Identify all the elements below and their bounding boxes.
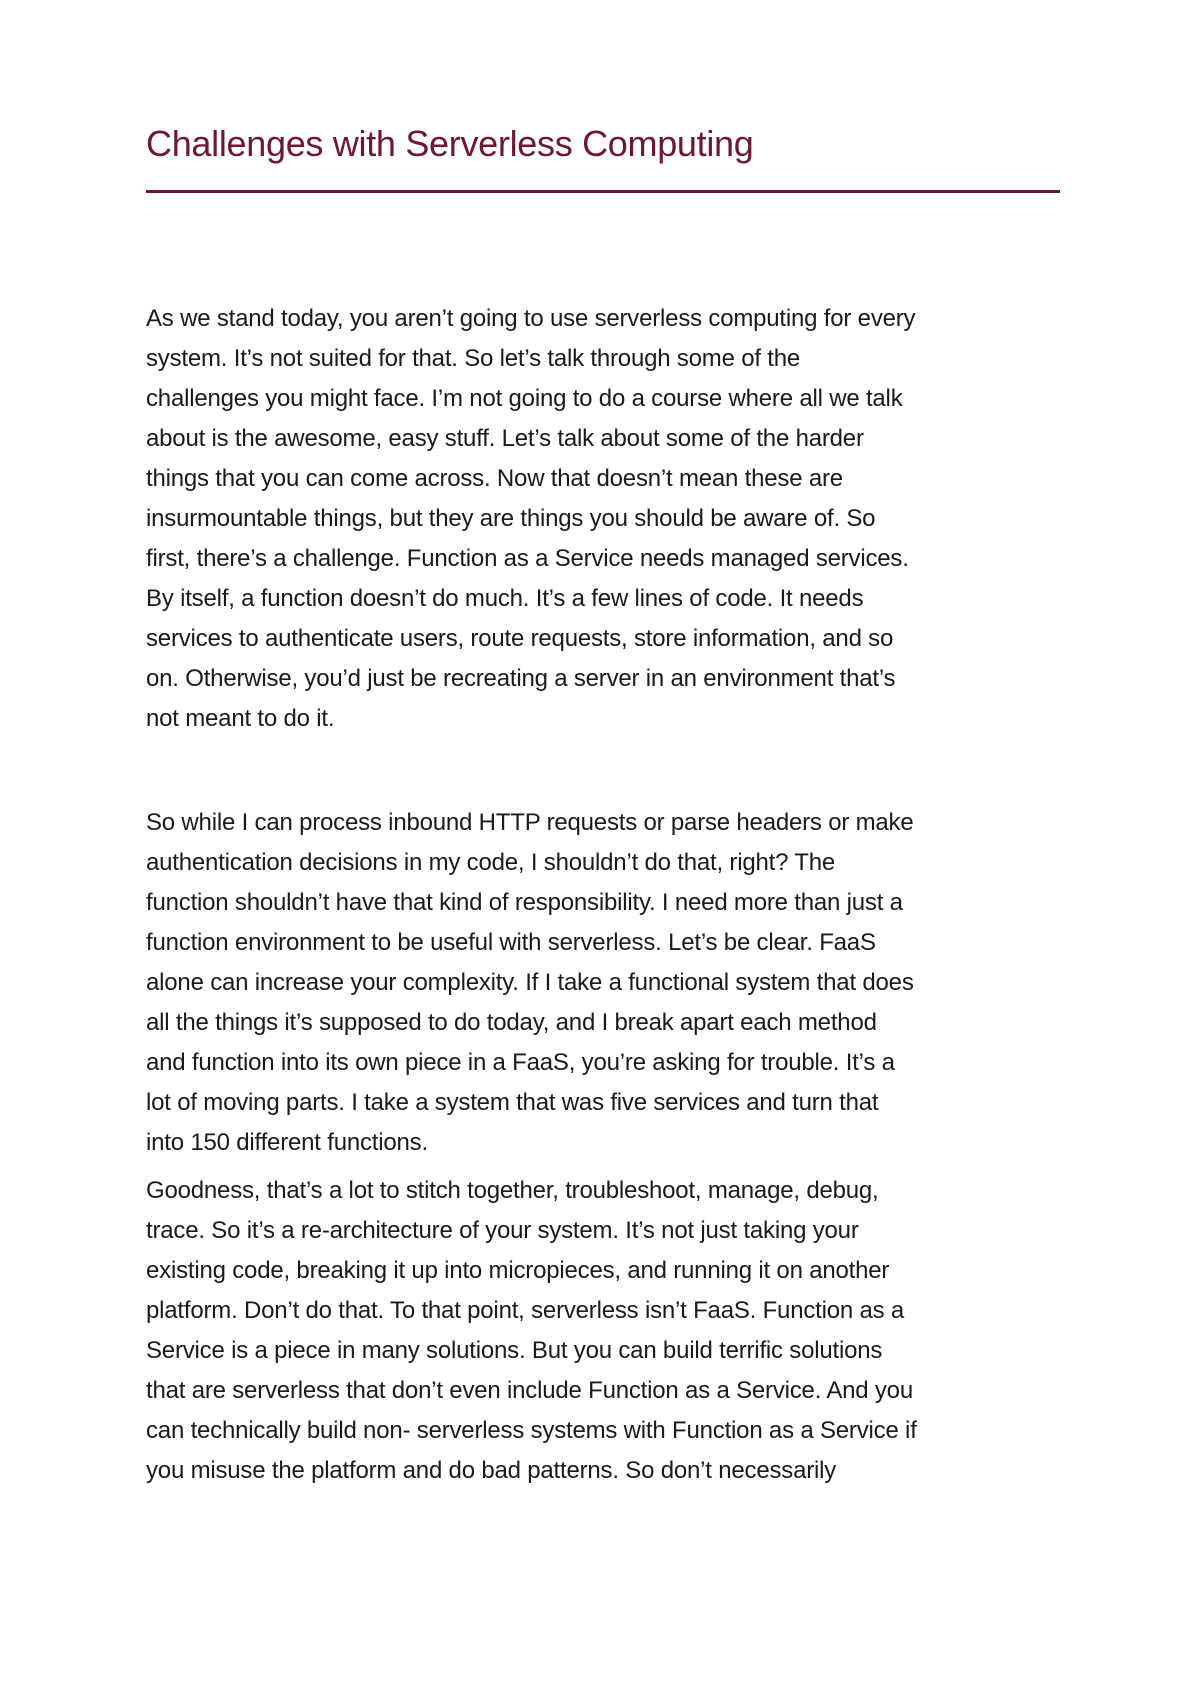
document-title: Challenges with Serverless Computing [146,123,754,164]
text-line: you misuse the platform and do bad patterns. So don’t necessarily [146,1457,837,1484]
text-line: that are serverless that don’t even include Function as a Service. And you [146,1377,913,1404]
text-line: So while I can process inbound HTTP requests or parse headers or make [146,809,914,836]
text-line: trace. So it’s a re-architecture of your system. It’s not just taking your [146,1217,859,1244]
text-line: services to authenticate users, route requests, store information, and so [146,625,894,652]
text-line: all the things it’s supposed to do today, and I break apart each method [146,1009,877,1036]
text-line: existing code, breaking it up into micropieces, and running it on another [146,1257,890,1284]
text-line: on. Otherwise, you’d just be recreating a server in an environment that’s [146,665,896,692]
text-line: challenges you might face. I’m not going to do a course where all we talk [146,385,903,412]
text-line: into 150 different functions. [146,1129,428,1156]
text-line: insurmountable things, but they are things you should be aware of. So [146,505,876,532]
text-line: can technically build non- serverless systems with Function as a Service if [146,1417,917,1444]
paragraph-2 [146,803,1066,1163]
text-line: authentication decisions in my code, I shouldn’t do that, right? The [146,849,836,876]
text-line: function shouldn’t have that kind of responsibility. I need more than just a [146,889,903,916]
text-line: alone can increase your complexity. If I take a functional system that does [146,969,914,996]
document-content [146,120,1066,1491]
text-line: By itself, a function doesn’t do much. It’s a few lines of code. It needs [146,585,864,612]
text-line: platform. Don’t do that. To that point, serverless isn’t FaaS. Function as a [146,1297,905,1324]
paragraph-3 [146,1171,1066,1491]
text-line: As we stand today, you aren’t going to use serverless computing for every [146,305,916,332]
text-line: Service is a piece in many solutions. But you can build terrific solutions [146,1337,883,1364]
text-line: lot of moving parts. I take a system that was five services and turn that [146,1089,879,1116]
text-line: things that you can come across. Now that doesn’t mean these are [146,465,843,492]
text-line: about is the awesome, easy stuff. Let’s talk about some of the harder [146,425,864,452]
text-line: and function into its own piece in a FaaS, you’re asking for trouble. It’s a [146,1049,895,1076]
text-line: system. It’s not suited for that. So let’s talk through some of the [146,345,801,372]
text-line: first, there’s a challenge. Function as a Service needs managed services. [146,545,909,572]
text-line: Goodness, that’s a lot to stitch together, troubleshoot, manage, debug, [146,1177,879,1204]
text-line: not meant to do it. [146,705,335,732]
paragraph-1 [146,299,1066,739]
title-divider [146,190,1060,193]
text-line: function environment to be useful with serverless. Let’s be clear. FaaS [146,929,876,956]
